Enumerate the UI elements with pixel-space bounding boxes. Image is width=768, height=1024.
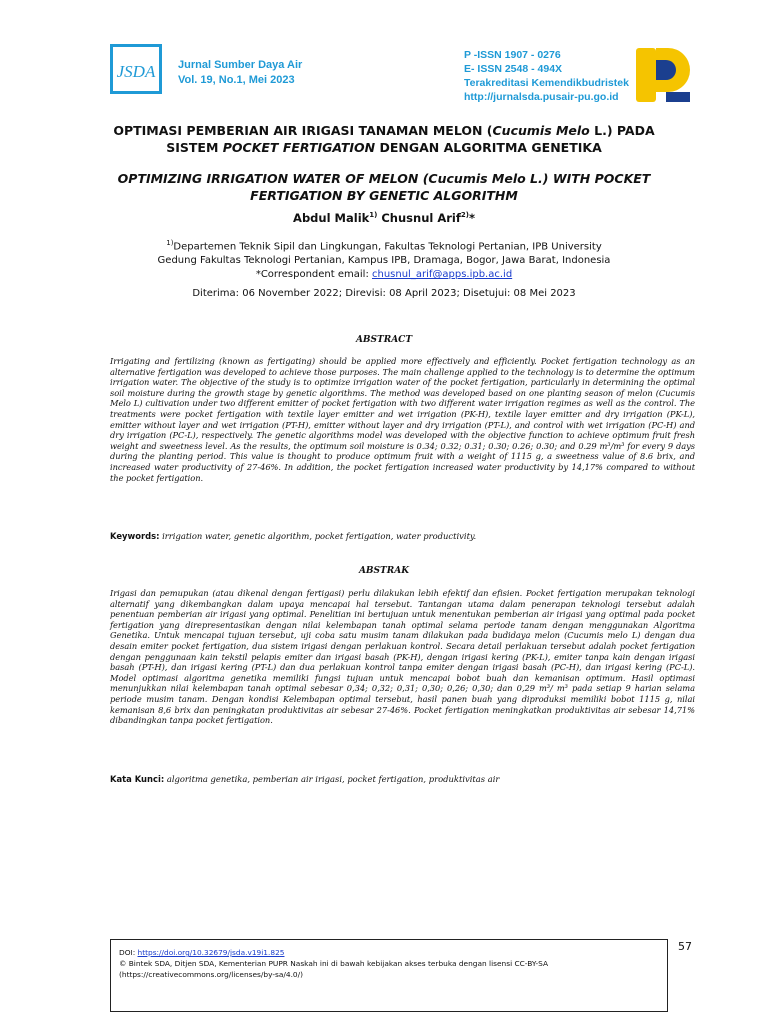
affil-sup: 1) bbox=[166, 239, 174, 247]
e-issn: E- ISSN 2548 - 494X bbox=[464, 63, 563, 75]
abstract-heading: ABSTRACT bbox=[355, 335, 413, 345]
p-issn: P -ISSN 1907 - 0276 bbox=[464, 49, 561, 61]
license-link[interactable]: (https://creativecommons.org/licenses/by-sa/4.0/) bbox=[119, 970, 304, 979]
affil-line2: Gedung Fakultas Teknologi Pertanian, Kampus IPB, Dramaga, Bogor, Jawa Barat, Indonesia bbox=[157, 255, 611, 267]
accreditation: Terakreditasi Kemendikbudristek bbox=[464, 77, 629, 89]
abstract-text: Irrigating and fertilizing (known as fertigating) should be applied more effectively and efficiently. Pocket fertigation technology as an alternative fertigation was developed to achieve those purposes. The main challenge applied to the technology is to determine the optimum irrigation water. The objective of the study is to optimize irrigation water of the pocket fertigation, particularly in determining the optimal soil moisture during the growth stage by genetic algorithms. The method was developed based on one planting season of melon (Cucumis Melo L) cultivation under two different emitter of pocket fertigation with two different water irrigation regimes as well as the control. The treatments were pocket fertigation with textile layer emitter and wet irrigation (PK-H), textile layer emitter and dry irrigation (PK-L), emitter without layer and wet irrigation (PT-H), emitter without layer and dry irrigation (PT-L), and control with wet irrigation (PC-H) and dry irrigation (PC-L), respectively. The genetic algorithms model was developed with the objective function to achieve optimum fruit fresh weight and sweetness level. As the results, the optimum soil moisture is 0.34; 0.32; 0.31; 0.30; 0.26; 0.30; and 0.29 m³/m³ for every 9 days during the planting period. This value is thought to produce optimum fruit with a weight of 1115 g, a sweetness value of 8.6 brix, and increased water productivity of 27-46%. In addition, the pocket fertigation increased water productivity by 14,17% compared to without the pocket fertigation. bbox=[110, 356, 695, 483]
pupr-logo bbox=[632, 46, 692, 109]
title-id-part2: L.) PADA bbox=[589, 123, 655, 138]
title-id-part3: SISTEM bbox=[166, 140, 223, 155]
footer-license-box bbox=[110, 939, 668, 1012]
license-line1: © Bintek SDA, Ditjen SDA, Kementerian PUPR Naskah ini di bawah kebijakan akses terbuka dengan lisensi CC-BY-SA bbox=[119, 959, 549, 968]
journal-logo bbox=[110, 44, 162, 94]
title-id-part4: DENGAN ALGORITMA GENETIKA bbox=[375, 140, 602, 155]
doi-link[interactable]: https://doi.org/10.32679/jsda.v19i1.825 bbox=[137, 948, 285, 957]
journal-info bbox=[178, 58, 302, 88]
email-label: *Correspondent email: bbox=[255, 269, 372, 281]
page-number: 57 bbox=[678, 940, 692, 953]
issn-block bbox=[464, 48, 629, 104]
title-id-pocket: POCKET FERTIGATION bbox=[222, 140, 376, 155]
doi-label: DOI: bbox=[119, 948, 138, 957]
title-en-line2: FERTIGATION BY GENETIC ALGORITHM bbox=[250, 188, 518, 203]
logo-text: JSDA bbox=[116, 62, 156, 81]
author-2: Chusnul Arif bbox=[377, 211, 461, 225]
author-1: Abdul Malik bbox=[293, 211, 370, 225]
abstract-keywords bbox=[110, 531, 695, 541]
keywords-list: irrigation water, genetic algorithm, pocket fertigation, water productivity. bbox=[159, 531, 477, 541]
journal-volume: Vol. 19, No.1, Mei 2023 bbox=[178, 74, 295, 86]
title-en-line1: OPTIMIZING IRRIGATION WATER OF MELON (Cucumis Melo L.) WITH POCKET bbox=[117, 171, 651, 186]
pupr-logo-icon bbox=[632, 46, 692, 104]
keywords-label: Keywords: bbox=[110, 531, 160, 541]
submission-dates: Diterima: 06 November 2022; Direvisi: 08 April 2023; Disetujui: 08 Mei 2023 bbox=[192, 288, 576, 299]
kata-kunci-list: algoritma genetika, pemberian air irigasi, pocket fertigation, produktivitas air bbox=[164, 774, 500, 784]
kata-kunci-label: Kata Kunci: bbox=[110, 774, 165, 784]
corresponding-star: * bbox=[468, 211, 475, 225]
title-indonesian bbox=[60, 122, 708, 156]
journal-name: Jurnal Sumber Daya Air bbox=[178, 59, 303, 71]
abstrak-heading: ABSTRAK bbox=[358, 566, 410, 576]
author-2-sup: 2) bbox=[460, 211, 469, 220]
abstrak-keywords bbox=[110, 774, 695, 784]
authors bbox=[60, 211, 708, 225]
affil-line1: Departemen Teknik Sipil dan Lingkungan, Fakultas Teknologi Pertanian, IPB University bbox=[173, 241, 602, 253]
title-id-species: Cucumis Melo bbox=[492, 123, 590, 138]
title-id-part1: OPTIMASI PEMBERIAN AIR IRIGASI TANAMAN MELON ( bbox=[113, 123, 493, 138]
affiliation bbox=[60, 236, 708, 282]
correspondent-email-link[interactable]: chusnul_arif@apps.ipb.ac.id bbox=[372, 269, 513, 281]
abstrak-text: Irigasi dan pemupukan (atau dikenal dengan fertigasi) perlu dilakukan lebih efektif dan efisien. Pocket fertigation merupakan teknologi alternatif yang dikembangkan dalam upaya mencapai hal tersebut. Tantangan utama dalam penerapan teknologi tersebut adalah penentuan pemberian air irigasi yang optimal. Penelitian ini bertujuan untuk menentukan pemberian air irigasi yang optimal pada pocket fertigation yang direpresentasikan dengan nilai kelembapan tanah optimal selama periode tanam dengan menggunakan Algoritma Genetika. Untuk mencapai tujuan tersebut, uji coba satu musim tanam dilakukan pada budidaya melon (Cucumis melo L) dengan dua desain emiter pocket fertigation, dua sistem irigasi dengan perlakuan kontrol. Secara detail perlakuan tersebut adalah pocket fertigation dengan penggunaan kain tekstil pelapis emiter dan irigasi basah (PK-H), dengan irigasi kering (PK-L), emiter tanpa kain dengan irigasi basah (PT-H), dan irigasi kering (PT-L) dan dua perlakuan kontrol tanpa emiter dengan irigasi basah (PC-H), dan irigasi kering (PC-L). Model optimasi algoritma genetika memiliki fungsi tujuan untuk mencapai bobot buah dan kemanisan optimum. Hasil optimasi menunjukkan nilai kelembapan tanah optimal sebesar 0,34; 0,32; 0,31; 0,30; 0,26; 0,30; dan 0,29 m³/ m³ pada setiap 9 harian selama periode musim tanam. Dengan kondisi Kelembapan optimal tersebut, hasil panen buah yang diproduksi memiliki bobot 1115 g, nilai kemanisan 8,6 brix dan peningkatan produktivitas air sebesar 27-46%. Pocket fertigation meningkatkan produktivitas air sebesar 14,71% dibandingkan tanpa pocket fertigation. bbox=[110, 588, 695, 726]
title-english bbox=[60, 170, 708, 204]
author-1-sup: 1) bbox=[369, 211, 378, 220]
journal-website[interactable]: http://jurnalsda.pusair-pu.go.id bbox=[464, 91, 619, 103]
jsda-logo-icon bbox=[113, 47, 159, 91]
